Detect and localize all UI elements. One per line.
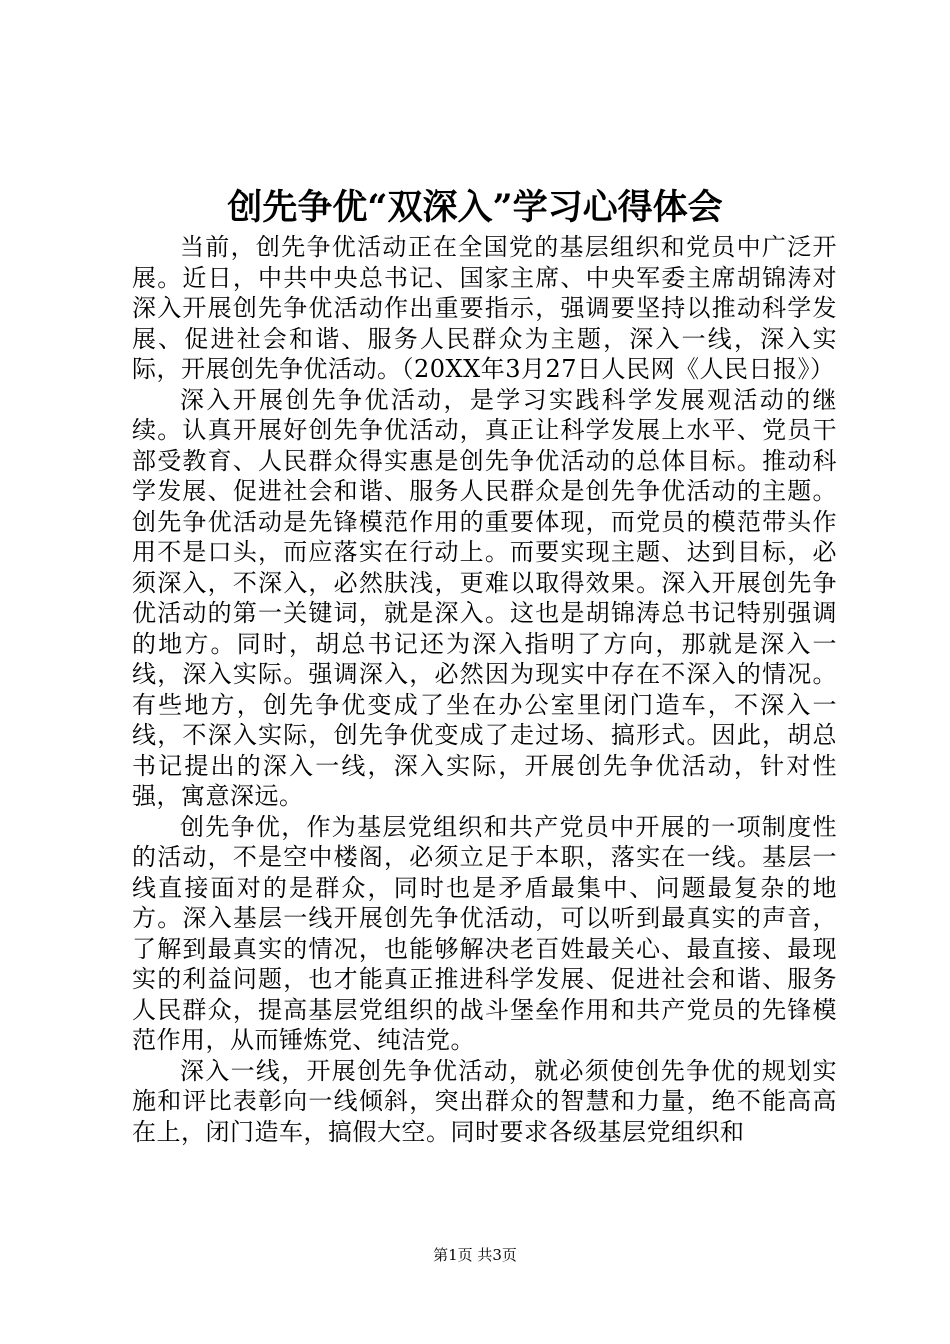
paragraph: 深入开展创先争优活动，是学习实践科学发展观活动的继续。认真开展好创先争优活动，真正让科学发展上水平、党员干部受教育、人民群众得实惠是创先争优活动的总体目标。推动科学发展、促进社会和谐、服务人民群众是创先争优活动的主题。创先争优活动是先锋模范作用的重要体现，而党员的模范带头作用不是口头，而应落实在行动上。而要实现主题、达到目标，必须深入，不深入，必然肤浅，更难以取得效果。深入开展创先争优活动的第一关键词，就是深入。这也是胡锦涛总书记特别强调的地方。同时，胡总书记还为深入指明了方向，那就是深入一线，深入实际。强调深入，必然因为现实中存在不深入的情况。有些地方，创先争优变成了坐在办公室里闭门造车，不深入一线，不深入实际，创先争优变成了走过场、搞形式。因此，胡总书记提出的深入一线，深入实际，开展创先争优活动，针对性强，寓意深远。 <box>132 385 837 810</box>
document-body <box>132 232 837 1147</box>
paragraph: 创先争优，作为基层党组织和共产党员中开展的一项制度性的活动，不是空中楼阁，必须立足于本职，落实在一线。基层一线直接面对的是群众，同时也是矛盾最集中、问题最复杂的地方。深入基层一线开展创先争优活动，可以听到最真实的声音，了解到最真实的情况，也能够解决老百姓最关心、最直接、最现实的利益问题，也才能真正推进科学发展、促进社会和谐、服务人民群众，提高基层党组织的战斗堡垒作用和共产党员的先锋模范作用，从而锤炼党、纯洁党。 <box>132 812 837 1054</box>
paragraph: 当前，创先争优活动正在全国党的基层组织和党员中广泛开展。近日，中共中央总书记、国家主席、中央军委主席胡锦涛对深入开展创先争优活动作出重要指示，强调要坚持以推动科学发展、促进社会和谐、服务人民群众为主题，深入一线，深入实际，开展创先争优活动。（20XX年3月27日人民网《人民日报》） <box>132 233 837 383</box>
document-title: 创先争优“双深入”学习心得体会 <box>227 187 723 228</box>
page-footer: 第1页 共3页 <box>433 1246 517 1264</box>
paragraph: 深入一线，开展创先争优活动，就必须使创先争优的规划实施和评比表彰向一线倾斜，突出群众的智慧和力量，绝不能高高在上，闭门造车，搞假大空。同时要求各级基层党组织和 <box>132 1056 837 1146</box>
